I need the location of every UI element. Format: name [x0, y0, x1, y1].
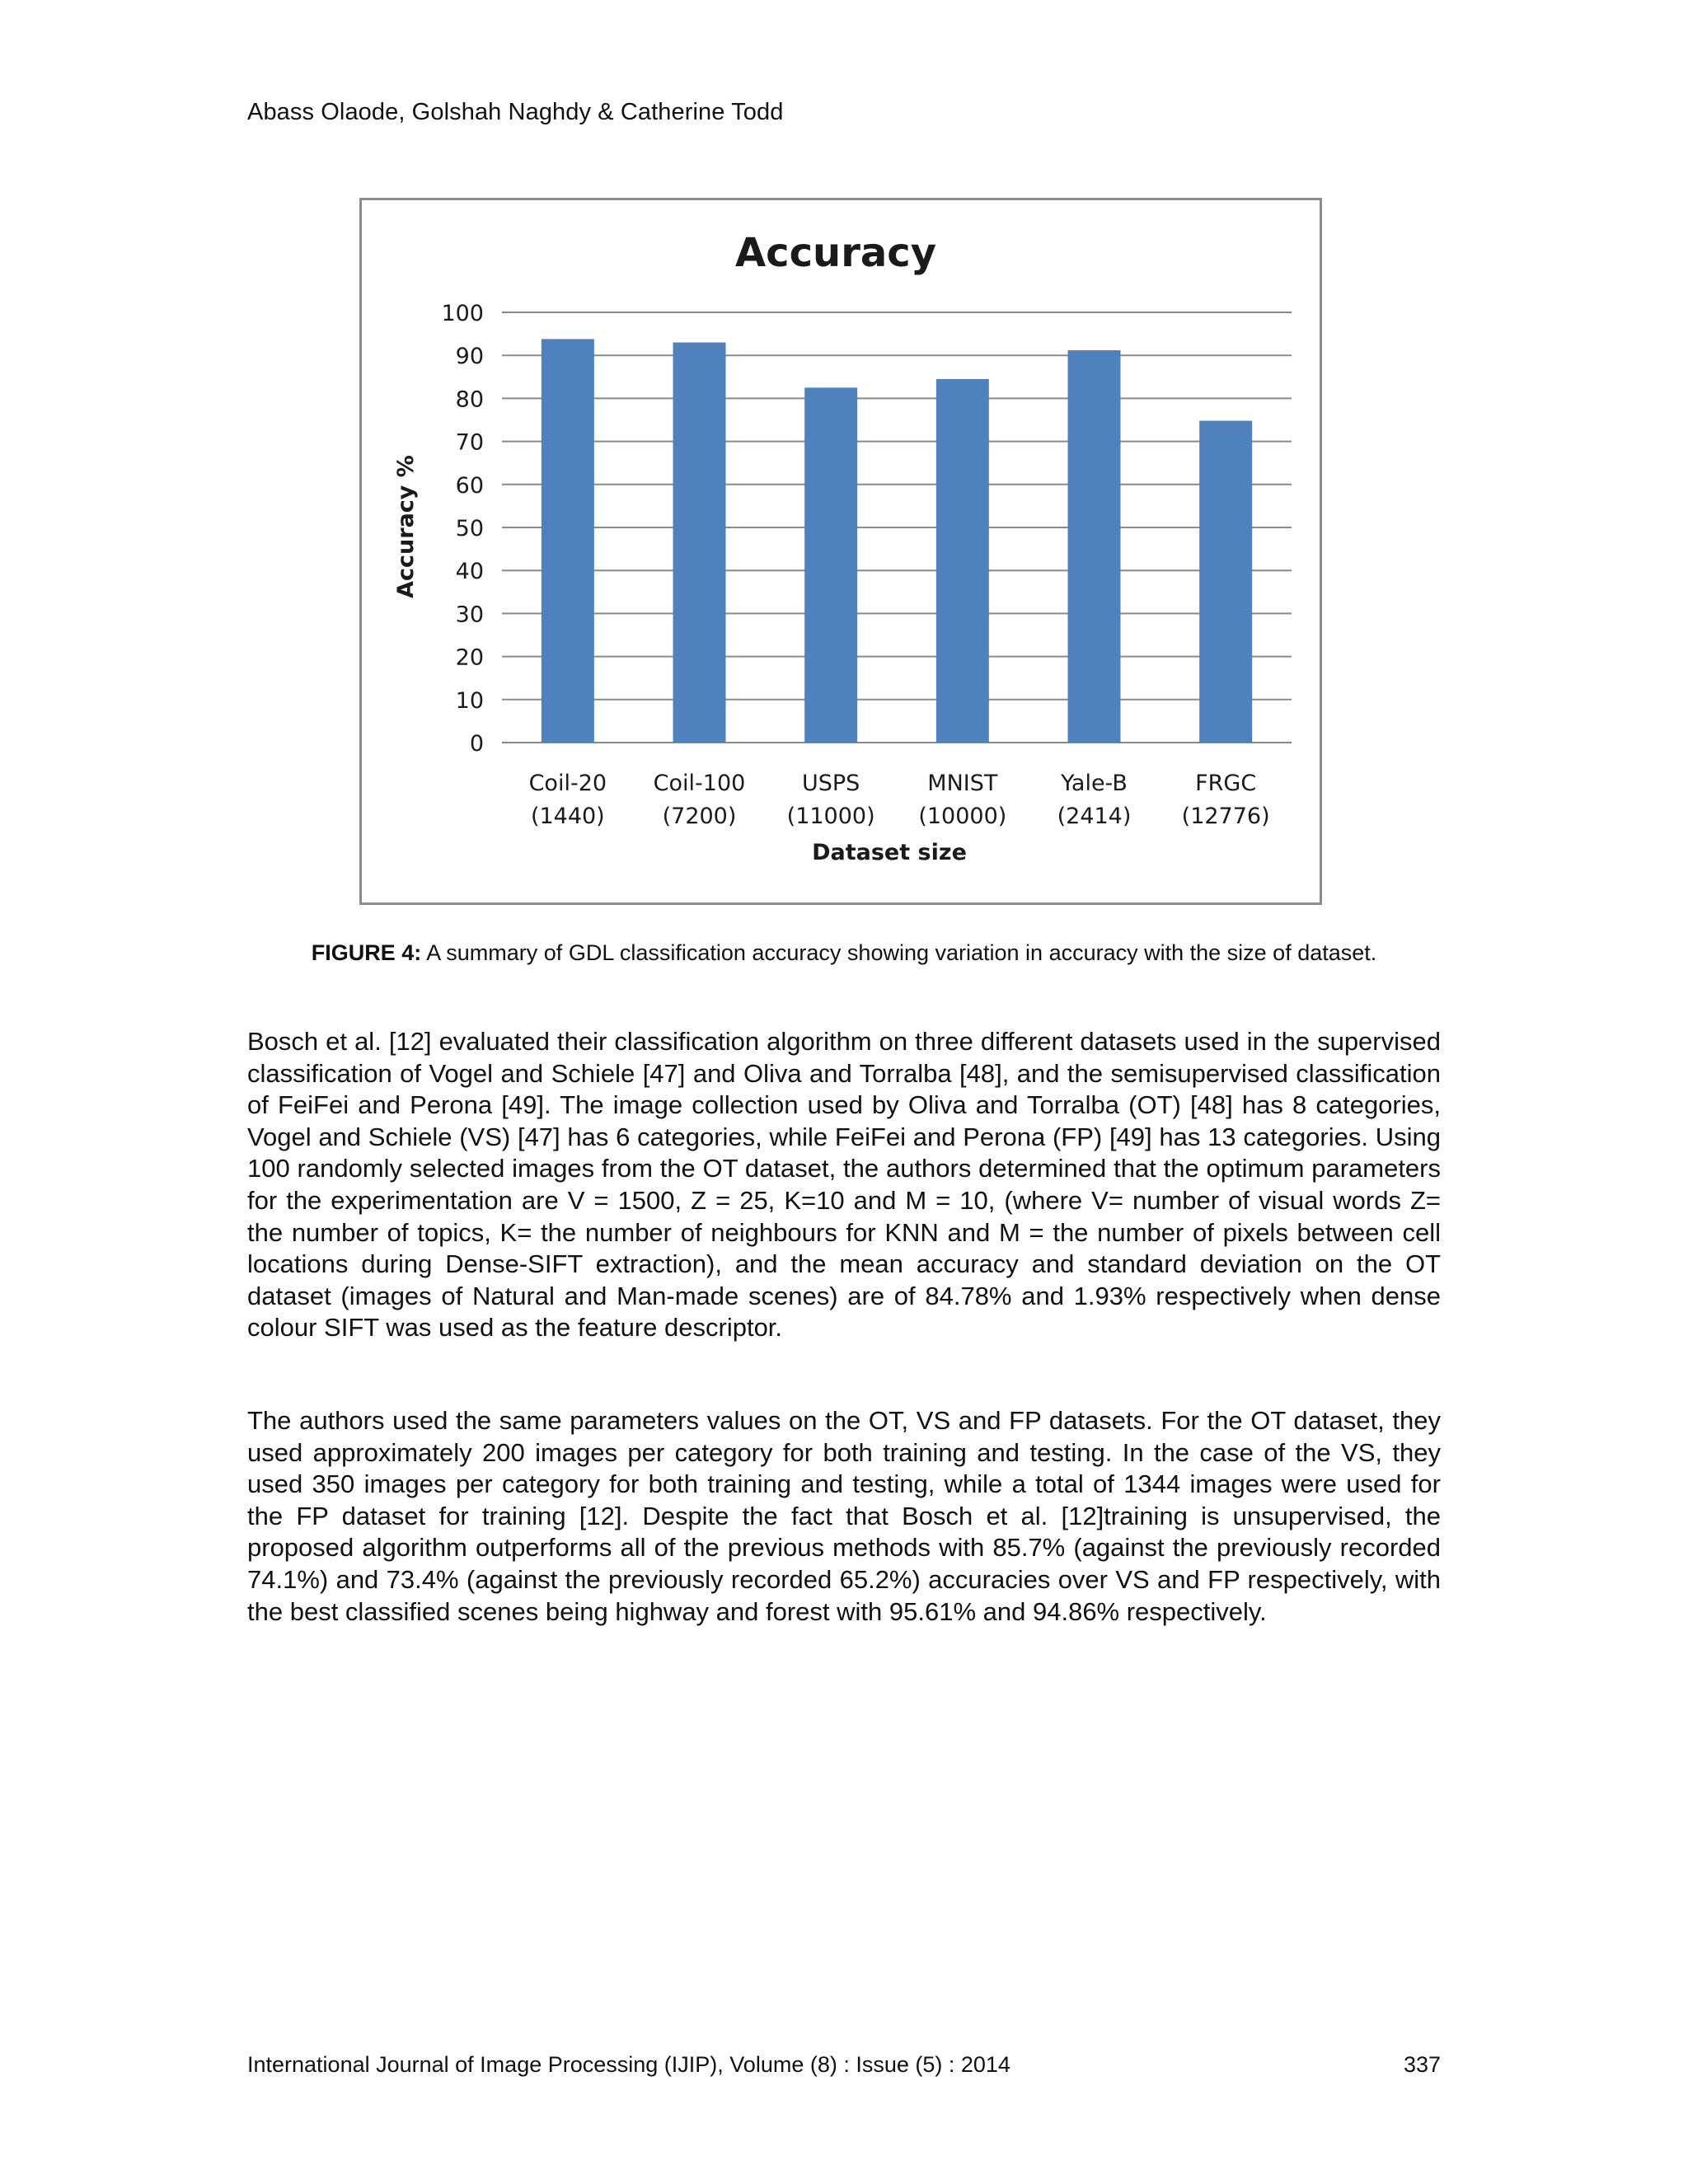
- y-tick-label: 30: [455, 602, 484, 628]
- figure-chart-frame: [359, 198, 1322, 905]
- y-tick-label: 20: [455, 644, 484, 671]
- y-tick-label: 80: [455, 387, 484, 413]
- caption-text: A summary of GDL classification accuracy showing variation in accuracy with the size of dataset.: [426, 940, 1377, 965]
- y-tick-label: 60: [455, 472, 484, 499]
- x-tick-label: Coil-100: [653, 771, 746, 796]
- bar-coil-20: [542, 339, 594, 743]
- y-tick-label: 50: [455, 516, 484, 541]
- page-number: 337: [1403, 2052, 1441, 2077]
- bar-yale-b: [1068, 350, 1121, 743]
- accuracy-bar-chart: [362, 200, 1320, 902]
- x-tick-sublabel: (2414): [1057, 804, 1132, 829]
- body-paragraph-2: The authors used the same parameters values on the OT, VS and FP datasets. For the OT dataset, they used approximately 200 images per category for both training and testing. In the case of the VS, they used 350 images per category for both training and testing, while a total of 1344 images were used for the FP dataset for training [12]. Despite the fact that Bosch et al. [12]training is unsupervised, the proposed algorithm outperforms all of the previous methods with 85.7% (against the previously recorded 74.1%) and 73.4% (against the previously recorded 65.2%) accuracies over VS and FP respectively, with the best classified scenes being highway and forest with 95.61% and 94.86% respectively.: [247, 1406, 1441, 1626]
- x-axis-label: Dataset size: [812, 840, 967, 865]
- y-tick-label: 10: [455, 687, 484, 714]
- x-tick-sublabel: (11000): [786, 804, 875, 829]
- y-tick-label: 40: [455, 559, 484, 585]
- y-tick-label: 100: [441, 301, 484, 326]
- bar-coil-100: [673, 343, 726, 743]
- y-tick-label: 90: [455, 344, 484, 370]
- chart-gridlines: [502, 312, 1292, 743]
- x-tick-sublabel: (1440): [530, 804, 605, 829]
- bar-usps: [804, 387, 857, 743]
- chart-bars: [542, 339, 1252, 743]
- footer-journal: International Journal of Image Processing (IJIP), Volume (8) : Issue (5) : 2014: [247, 2052, 1010, 2077]
- body-paragraph-1: Bosch et al. [12] evaluated their classification algorithm on three different datasets used in the supervised classification of Vogel and Schiele [47] and Oliva and Torralba [48], and the semisupervised classification of FeiFei and Perona [49]. The image collection used by Oliva and Torralba (OT) [48] has 8 categories, Vogel and Schiele (VS) [47] has 6 categories, while FeiFei and Perona (FP) [49] has 13 categories. Using 100 randomly selected images from the OT dataset, the authors determined that the optimum parameters for the experimentation are V = 1500, Z = 25, K=10 and M = 10, (where V= number of visual words Z= the number of topics, K= the number of neighbours for KNN and M = the number of pixels between cell locations during Dense-SIFT extraction), and the mean accuracy and standard deviation on the OT dataset (images of Natural and Man-made scenes) are of 84.78% and 1.93% respectively when dense colour SIFT was used as the feature descriptor.: [247, 1027, 1441, 1343]
- page-footer: [247, 2052, 1441, 2078]
- x-tick-label: FRGC: [1195, 771, 1257, 796]
- x-tick-sublabel: (7200): [662, 804, 737, 829]
- y-tick-label: 0: [469, 731, 484, 757]
- running-head-authors: Abass Olaode, Golshah Naghdy & Catherine Todd: [247, 99, 784, 125]
- bar-frgc: [1199, 421, 1252, 743]
- x-tick-sublabel: (10000): [918, 804, 1007, 829]
- chart-title: Accuracy: [734, 230, 937, 276]
- y-axis-label: Accuracy %: [393, 455, 419, 598]
- y-tick-label: 70: [455, 429, 484, 456]
- caption-label: FIGURE 4:: [311, 940, 422, 965]
- bar-mnist: [936, 379, 989, 743]
- x-tick-label: Coil-20: [528, 771, 607, 796]
- x-tick-label: MNIST: [927, 771, 998, 796]
- x-tick-label: Yale-B: [1061, 771, 1128, 796]
- x-tick-sublabel: (12776): [1181, 804, 1270, 829]
- figure-caption: [247, 938, 1441, 968]
- x-axis-ticks: [529, 771, 1270, 829]
- x-tick-label: USPS: [802, 771, 860, 796]
- y-axis-ticks: [441, 301, 484, 757]
